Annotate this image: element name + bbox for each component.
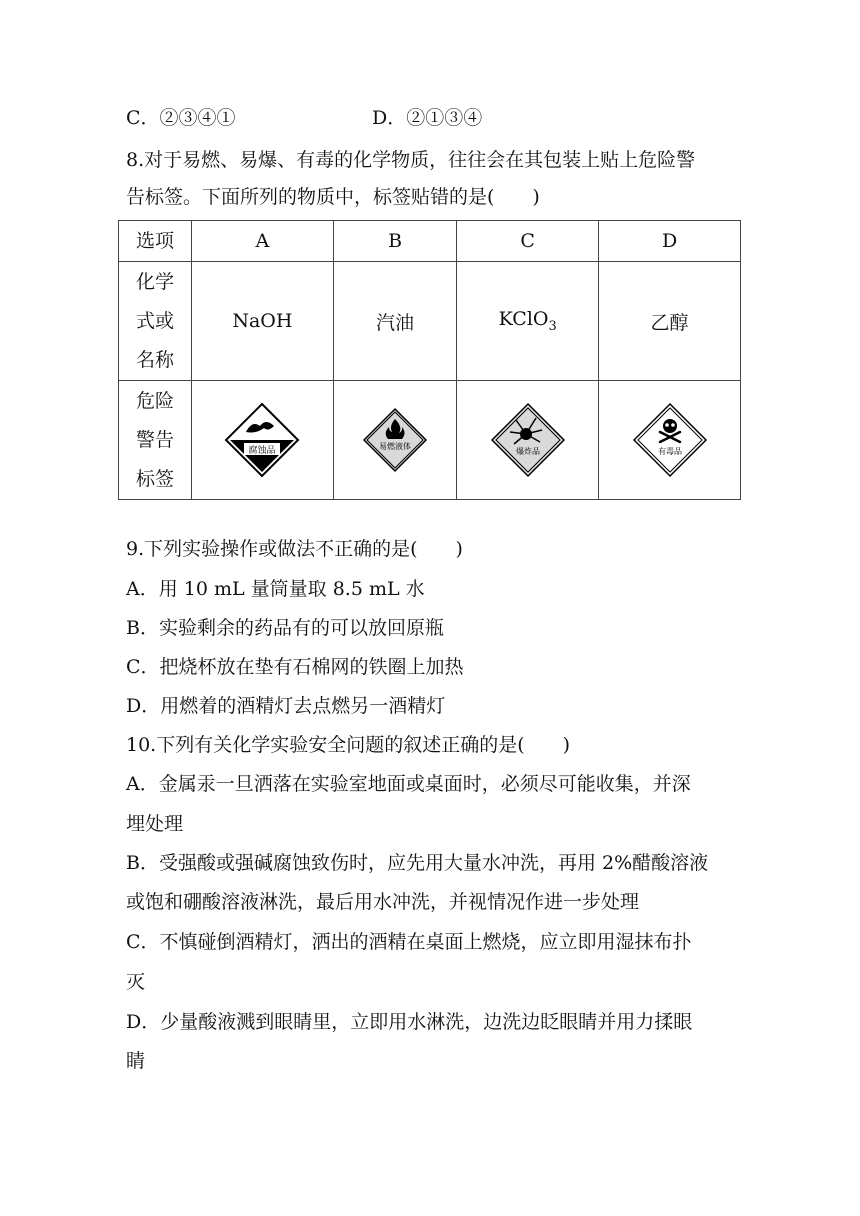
row-label-line: 危险 [135,389,174,412]
q9-option-c: C．把烧杯放在垫有石棉网的铁圈上加热 [126,656,464,678]
corrosive-icon [224,402,300,478]
skull-icon [632,402,708,478]
sign-text-d: 有毒品 [657,447,682,456]
row-label-line: 警告 [135,428,174,451]
sign-text-a: 腐蚀品 [248,446,276,456]
sign-cell-d [599,381,741,500]
sign-text-b: 易燃液体 [379,442,412,451]
option-d-prev: D．②①③④ [372,107,483,129]
sign-cell-b [333,381,456,500]
q9-stem: 9.下列实验操作或做法不正确的是( ) [126,538,463,560]
column-b: B [333,221,456,262]
explosion-icon [490,402,566,478]
q9-option-b: B．实验剩余的药品有的可以放回原瓶 [126,617,444,639]
q10-option-b-line2: 或饱和硼酸溶液淋洗，最后用水冲洗，并视情况作进一步处理 [126,891,640,913]
q8-stem-line2: 告标签。下面所列的物质中，标签贴错的是( ) [126,186,540,208]
column-a: A [192,221,334,262]
sign-text-c: 爆炸品 [515,447,540,456]
q10-option-c-line2: 灭 [126,971,146,993]
substance-c-formula: KClO [498,308,549,331]
q10-option-d-line2: 睛 [126,1050,146,1072]
q9-option-d: D．用燃着的酒精灯去点燃另一酒精灯 [126,695,446,717]
row-label-substance [119,262,192,381]
row-label-line: 式或 [135,309,174,332]
q10-option-c-line1: C．不慎碰倒酒精灯，洒出的酒精在桌面上燃烧，应立即用湿抹布扑 [126,931,692,953]
substance-b: 汽油 [333,262,456,381]
substance-d: 乙醇 [599,262,741,381]
row-label-line: 标签 [135,467,174,490]
q10-stem: 10.下列有关化学实验安全问题的叙述正确的是( ) [126,734,571,756]
sign-cell-a [192,381,334,500]
q8-stem-line1: 8.对于易燃、易爆、有毒的化学物质，往往会在其包装上贴上危险警 [126,149,696,171]
q10-option-a-line2: 埋处理 [126,813,184,835]
q9-option-a: A．用 10 mL 量筒量取 8.5 mL 水 [126,578,425,600]
substance-c-subscript: 3 [548,318,557,334]
column-c: C [457,221,599,262]
row-label-line: 化学 [135,270,174,293]
hazard-label-table [118,220,741,500]
substance-a: NaOH [192,262,334,381]
row-label-sign [119,381,192,500]
column-d: D [599,221,741,262]
q10-option-b-line1: B．受强酸或强碱腐蚀致伤时，应先用大量水冲洗，再用 2%醋酸溶液 [126,852,709,874]
q10-option-a-line1: A．金属汞一旦洒落在实验室地面或桌面时，必须尽可能收集，并深 [126,773,691,795]
header-label: 选项 [119,221,192,262]
sign-cell-c [457,381,599,500]
substance-c [457,262,599,381]
q10-option-d-line1: D．少量酸液溅到眼睛里，立即用水淋洗，边洗边眨眼睛并用力揉眼 [126,1011,693,1033]
row-label-line: 名称 [135,348,174,371]
option-c-prev: C．②③④① [126,107,236,129]
flame-icon [362,407,428,473]
